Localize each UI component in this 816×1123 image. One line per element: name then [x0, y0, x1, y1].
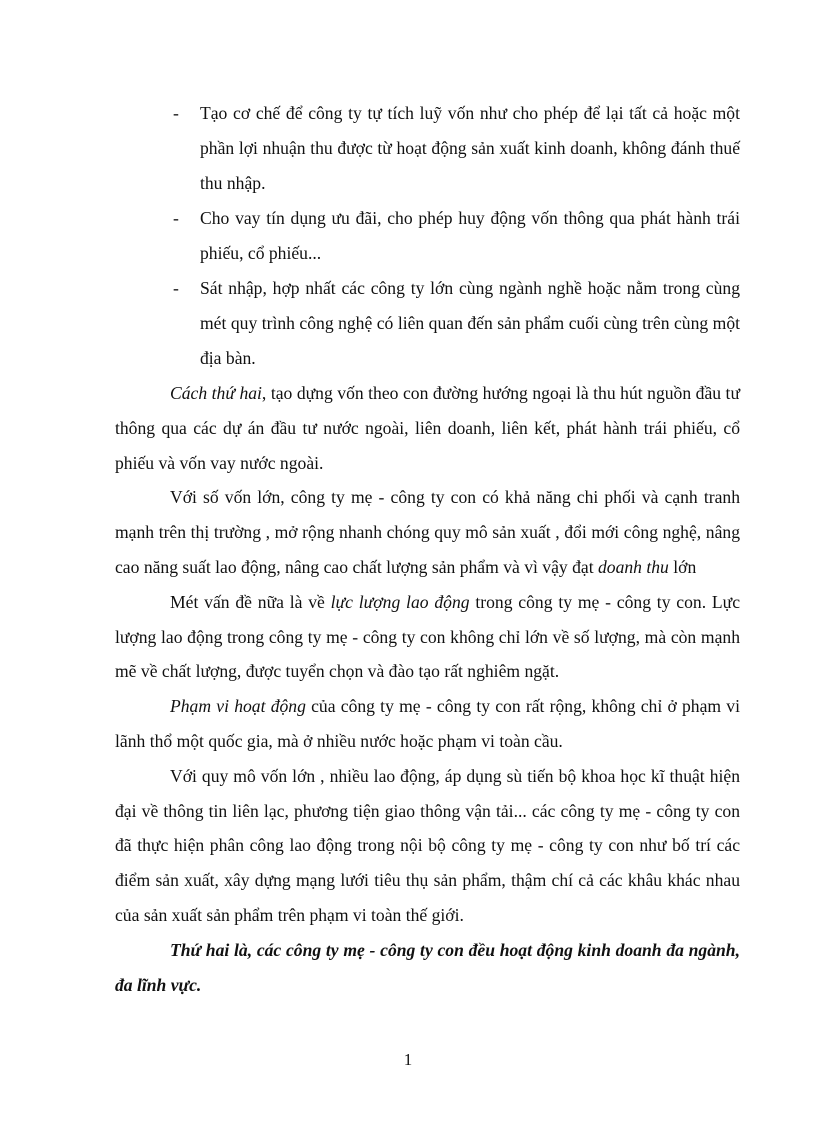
- page-content: [115, 96, 741, 1003]
- paragraph-quy-mo: Với quy mô vốn lớn , nhiều lao động, áp dụng sù tiến bộ khoa học kĩ thuật hiện đại về thông tin liên lạc, phương tiện giao thông vận tải... các công ty mẹ - công ty con đã thực hiện phân công lao động trong nội bộ công ty mẹ - công ty con như bố trí các điểm sản xuất, xây dựng mạng lưới tiêu thụ sản phẩm, thậm chí cả các khâu khác nhau của sản xuất sản phẩm trên phạm vi toàn thế giới.: [115, 765, 740, 925]
- paragraph-text: lớn: [668, 556, 697, 577]
- bullet-text: Sát nhập, hợp nhất các công ty lớn cùng ngành nghề hoặc nằm trong cùng mét quy trình công nghệ có liên quan đến sản phẩm cuối cùng trên cùng một địa bàn.: [200, 278, 740, 368]
- emphasis-text: Cách thứ hai: [170, 383, 262, 403]
- paragraph-text: trong công ty mẹ - công ty con. Lực lượng lao động trong công ty mẹ - công ty con không chỉ lớn về số lượng, mà còn mạnh mẽ về chất lượng, được tuyển chọn và đào tạo rất nghiêm ngặt.: [115, 591, 741, 682]
- emphasis-text: doanh thu: [597, 556, 669, 577]
- emphasis-text: lực lượng lao động: [330, 591, 470, 612]
- bullet-text: Tạo cơ chế để công ty tự tích luỹ vốn như cho phép để lại tất cả hoặc một phần lợi nhuận thu được từ hoạt động sản xuất kinh doanh, không đánh thuế thu nhập.: [200, 103, 740, 193]
- bullet-dash: -: [173, 103, 179, 123]
- paragraph-text: của công ty mẹ - công ty con rất rộng, không chỉ ở phạm vi lãnh thổ một quốc gia, mà ở nhiều nước hoặc phạm vi toàn cầu.: [115, 696, 740, 751]
- bullet-list: [160, 96, 740, 376]
- paragraph-text: Với số vốn lớn, công ty mẹ - công ty con có khả năng chi phối và cạnh tranh mạnh trên thị trường , mở rộng nhanh chóng quy mô sản xuất , đổi mới công nghệ, nâng cao năng suất lao động, nâng cao chất lượng sản phẩm và vì vậy đạt: [115, 487, 740, 577]
- list-item: [160, 271, 740, 376]
- emphasis-text: Phạm vi hoạt động: [170, 696, 306, 717]
- paragraph-von-lon: [115, 480, 740, 584]
- section-heading: Thứ hai là, các công ty mẹ - công ty con đều hoạt động kinh doanh đa ngành, đa lĩnh vực.: [115, 939, 740, 995]
- paragraph-luc-luong: [115, 585, 740, 689]
- paragraph-cach-thu-hai: [115, 376, 740, 480]
- body-text: [115, 376, 740, 1003]
- paragraph-text: , tạo dựng vốn theo con đường hướng ngoại là thu hút nguồn đầu tư thông qua các dự án đầu tư nước ngoài, liên doanh, liên kết, phát hành trái phiếu, cổ phiếu và vốn vay nước ngoài.: [115, 383, 740, 473]
- bullet-dash: -: [173, 278, 179, 298]
- bullet-dash: -: [173, 208, 179, 228]
- list-item: [160, 201, 740, 271]
- paragraph-pham-vi: [115, 689, 740, 759]
- bullet-text: Cho vay tín dụng ưu đãi, cho phép huy động vốn thông qua phát hành trái phiếu, cổ phiếu...: [200, 208, 740, 263]
- paragraph-text: Mét vấn đề nữa là về: [170, 591, 331, 612]
- list-item: [160, 96, 740, 201]
- page-number: 1: [403, 1050, 413, 1069]
